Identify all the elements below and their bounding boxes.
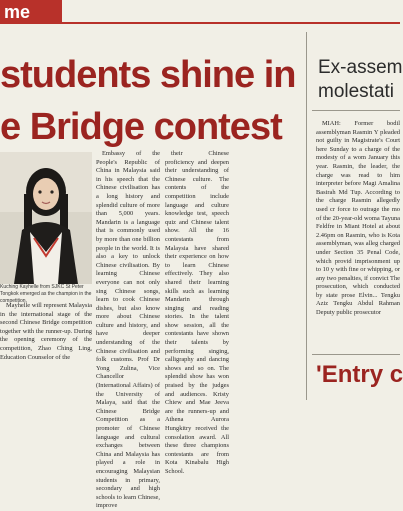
side-story-body bbox=[316, 120, 400, 362]
side-rule bbox=[312, 110, 400, 111]
headline bbox=[0, 55, 300, 147]
contestant-photo-image bbox=[0, 152, 92, 284]
bottom-rule bbox=[312, 354, 400, 355]
article-paragraph: their Chinese proficiency and deepen their understanding of Chinese culture. The contents of the competition include language and culture knowledge test, speech quiz and Chinese talent show. All the 16 contestants from Malaysia have shared their experience on how to learn Chinese effectively. They also shared their learning skills such as learning Mandarin through singing and reading stories. In the talent show session, all the contestants have shown their talents by performing singing, calligraphy and dancing shows and so on. The splendid show has won praised by the judges and audiences. Kristy Chiew and Mae Jeeva are the runners-up and Athena Aurora Hungkitry received the consolation award. All these three champions contestants are from Kota Kinabalu High School. bbox=[165, 150, 229, 475]
article-paragraph: Mayhelle will represent Malaysia in the international stage of the second Chinese Bridge competition together with the runner-up. During the opening ceremony of the competition, Zhao Ching Ling, Education Counselor of the bbox=[0, 302, 92, 361]
section-label: me bbox=[0, 0, 62, 24]
section-header bbox=[0, 0, 400, 26]
section-rule bbox=[62, 22, 400, 24]
headline-line-2: e Bridge contest bbox=[0, 106, 282, 148]
article-paragraph: Embassy of the People's Republic of China in Malaysia said in his speech that the Chinese civilisation has a long history and splendid culture of more than 5,000 years. Mandarin is a language that is commonly used by more than one billion people in the world. It is also a key to unlock Chinese civilisation. By learning Chinese everyone can not only sing Chinese songs, learn to cook Chinese dishes, but also know more about Chinese culture and history, and have deeper understanding of the Chinese civilisation and folk customs. Prof Dr Yong Zulina, Vice Chancellor (International Affairs) of the University of Malaya, said that the Chinese Bridge Competition as a promoter of Chinese language and cultural exchanges between China and Malaysia has played a role in encouraging Malaysian students in primary, secondary and high schools to learn Chinese, improve bbox=[96, 150, 160, 510]
side-headline-line-2: molestati bbox=[318, 81, 395, 102]
side-headline-line-1: Ex-assem bbox=[318, 57, 403, 78]
column-divider bbox=[306, 32, 307, 400]
side-story-paragraph: MIAH: Former bodil assemblyman Rasmin Y pleaded not guilty in Magistrate's Court here Sunday to a charge of the modesty of a wom January this year. Rasmin, the leader, the charge was read to him interpreter before Magi Amalina Basirah Md Tup. According to the charge Rasmin allegedly used cr force to outrage the mo of the 20-year-old woma Tayuna Feldfre in Miant Hotel at about 2.46pm on Rasmin, who is Kota assemblyman, was alleg charged under Section 35 Penal Code, which provid imprisonment up to 10 y with fine or whipping, or any two penalties, if convict The prosecution, which conducted by state prose Elvin... Tengku Aziz Tengku Abdul Rahman Deputy public prosecutor bbox=[316, 120, 400, 317]
headline-line-1: students shine in bbox=[0, 54, 296, 96]
article-column-2 bbox=[96, 150, 160, 510]
bottom-headline: 'Entry c bbox=[316, 361, 403, 388]
article-column-1 bbox=[0, 302, 92, 400]
photo-caption: Kuching Kayhelle from SJKC St Peter Tongkok emerged as the champion in the competition. bbox=[0, 284, 92, 304]
contestant-photo bbox=[0, 152, 92, 284]
article-column-3 bbox=[165, 150, 229, 475]
side-headline bbox=[318, 56, 403, 104]
